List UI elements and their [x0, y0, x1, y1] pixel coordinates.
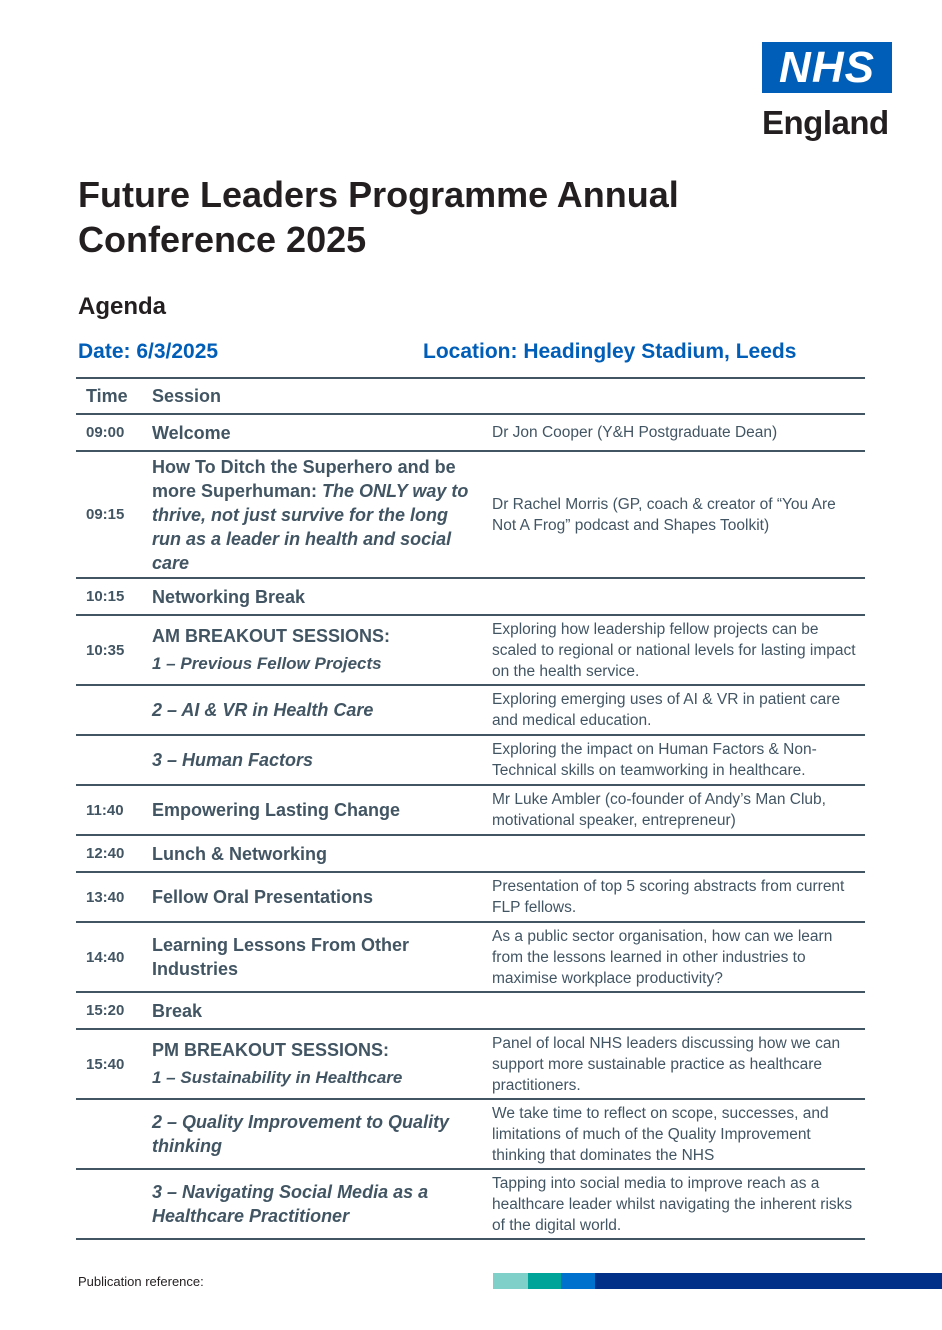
row-description [492, 992, 865, 1029]
row-session [152, 1099, 492, 1169]
time-column-header: Time [76, 378, 152, 414]
row-time [76, 735, 152, 785]
session-title: PM BREAKOUT SESSIONS: [152, 1040, 390, 1060]
row-time: 15:20 [76, 992, 152, 1029]
session-title: Lunch & Networking [152, 843, 327, 864]
row-time: 15:40 [76, 1029, 152, 1099]
row-session [152, 922, 492, 992]
session-title-italic: The ONLY way to thrive, not just survive for the long run as a leader in health and social care [152, 480, 469, 573]
row-description: We take time to reflect on scope, successes, and limitations of much of the Quality Improvement thinking that dominates the NHS [492, 1099, 865, 1169]
session-title: Empowering Lasting Change [152, 800, 401, 820]
row-description: Mr Luke Ambler (co-founder of Andy’s Man Club, motivational speaker, entrepreneur) [492, 785, 865, 835]
row-description: Panel of local NHS leaders discussing how we can support more sustainable practice as healthcare practitioners. [492, 1029, 865, 1099]
agenda-row [76, 992, 865, 1029]
agenda-row [76, 922, 865, 992]
footer-bar-teal [528, 1273, 561, 1289]
row-session [152, 615, 492, 685]
page-title: Future Leaders Programme Annual Conference 2025 [78, 174, 679, 260]
row-time [76, 1099, 152, 1169]
row-session [152, 992, 492, 1029]
row-time [76, 1169, 152, 1239]
row-description: Exploring the impact on Human Factors & Non-Technical skills on teamworking in healthcare. [492, 735, 865, 785]
row-session [152, 451, 492, 578]
session-title-italic: 3 – Human Factors [152, 750, 314, 770]
agenda-row [76, 835, 865, 872]
event-date: Date: 6/3/2025 [78, 340, 219, 363]
agenda-row [76, 735, 865, 785]
row-session [152, 1169, 492, 1239]
row-time: 09:00 [76, 414, 152, 451]
footer-bar-dark-blue [595, 1273, 942, 1289]
row-time: 10:35 [76, 615, 152, 685]
row-session [152, 578, 492, 615]
row-time [76, 685, 152, 735]
session-subtitle: 1 – Sustainability in Healthcare [152, 1068, 403, 1087]
row-description: As a public sector organisation, how can we learn from the lessons learned in other industries to maximise workplace productivity? [492, 922, 865, 992]
agenda-row [76, 1169, 865, 1239]
row-description: Presentation of top 5 scoring abstracts from current FLP fellows. [492, 872, 865, 922]
footer-bar-mid-blue [561, 1273, 595, 1289]
row-session [152, 685, 492, 735]
row-time: 09:15 [76, 451, 152, 578]
row-description: Tapping into social media to improve reach as a healthcare leader whilst navigating the inherent risks of the digital world. [492, 1169, 865, 1239]
row-description [492, 835, 865, 872]
session-title-italic: 2 – Quality Improvement to Quality thinking [152, 1112, 450, 1156]
session-title: How To Ditch the Superhero and be more Superhuman: [152, 456, 456, 501]
session-title: Learning Lessons From Other Industries [152, 935, 410, 979]
agenda-row [76, 1029, 865, 1099]
agenda-row [76, 1099, 865, 1169]
agenda-row [76, 785, 865, 835]
row-session [152, 1029, 492, 1099]
row-description: Exploring emerging uses of AI & VR in patient care and medical education. [492, 685, 865, 735]
row-description: Dr Jon Cooper (Y&H Postgraduate Dean) [492, 414, 865, 451]
row-time: 12:40 [76, 835, 152, 872]
row-session [152, 414, 492, 451]
nhs-logo-mark: NHS [762, 42, 892, 93]
agenda-header-row [76, 378, 865, 414]
row-time: 13:40 [76, 872, 152, 922]
row-session [152, 735, 492, 785]
agenda-row [76, 615, 865, 685]
nhs-england-logo [762, 42, 892, 141]
agenda-table [76, 377, 865, 1240]
row-description: Dr Rachel Morris (GP, coach & creator of “You Are Not A Frog” podcast and Shapes Toolkit) [492, 451, 865, 578]
row-session [152, 785, 492, 835]
event-location: Location: Headingley Stadium, Leeds [423, 340, 797, 363]
session-title: Break [152, 1000, 203, 1021]
session-subtitle: 1 – Previous Fellow Projects [152, 654, 382, 673]
agenda-row [76, 451, 865, 578]
agenda-row [76, 578, 865, 615]
agenda-body [76, 414, 865, 1239]
session-title: Welcome [152, 422, 231, 443]
session-title: AM BREAKOUT SESSIONS: [152, 626, 391, 646]
row-time: 11:40 [76, 785, 152, 835]
agenda-row [76, 685, 865, 735]
row-time: 14:40 [76, 922, 152, 992]
agenda-row [76, 872, 865, 922]
row-time: 10:15 [76, 578, 152, 615]
publication-reference: Publication reference: [78, 1274, 204, 1289]
agenda-heading: Agenda [78, 293, 167, 320]
session-title: Fellow Oral Presentations [152, 887, 374, 907]
session-column-header: Session [152, 378, 492, 414]
row-description: Exploring how leadership fellow projects can be scaled to regional or national levels for lasting impact on the health service. [492, 615, 865, 685]
logo-org-name: England [762, 104, 889, 141]
description-column-header [492, 378, 865, 414]
footer-bar-teal-light [493, 1273, 528, 1289]
row-session [152, 835, 492, 872]
session-title-italic: 3 – Navigating Social Media as a Healthcare Practitioner [152, 1182, 429, 1226]
session-title-italic: 2 – AI & VR in Health Care [152, 700, 374, 720]
row-session [152, 872, 492, 922]
session-title: Networking Break [152, 586, 306, 607]
agenda-row [76, 414, 865, 451]
row-description [492, 578, 865, 615]
